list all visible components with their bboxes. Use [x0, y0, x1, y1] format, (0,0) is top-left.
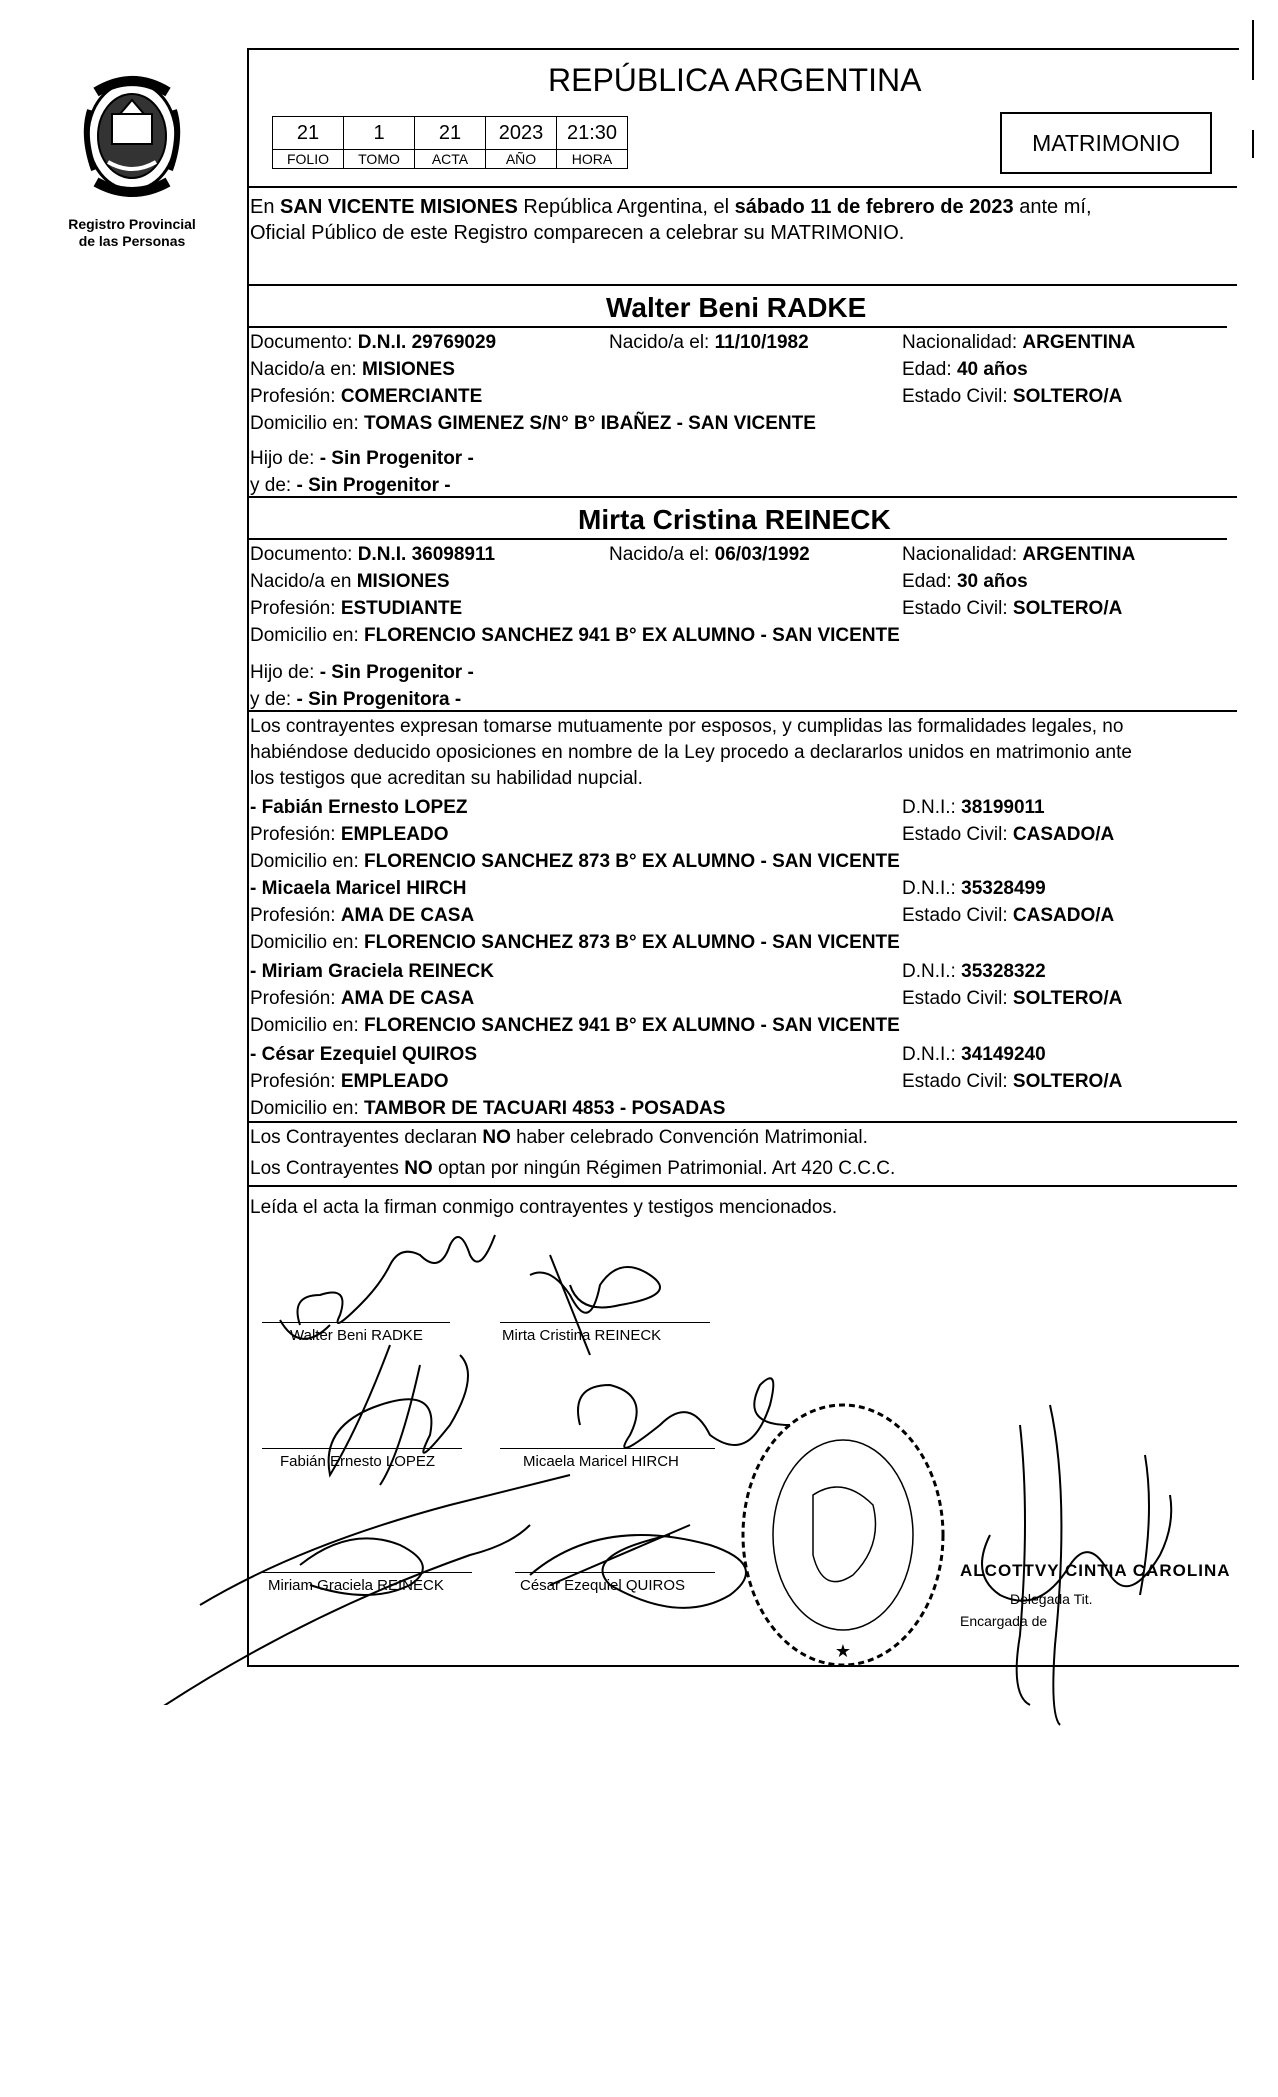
anio-value: 2023 — [486, 117, 557, 150]
witness-1-civil-status: CASADO/A — [1012, 824, 1115, 845]
logo-caption-line2: de las Personas — [78, 233, 186, 249]
divider — [247, 1121, 1237, 1123]
spouse2-address: FLORENCIO SANCHEZ 941 B° EX ALUMNO - SAN VICENTE — [364, 625, 900, 646]
witness-3-civil-status: SOLTERO/A — [1012, 988, 1123, 1009]
spouse1-doc: D.N.I. 29769029 — [357, 332, 497, 353]
witness-2-civil-status: CASADO/A — [1012, 905, 1115, 926]
witness-4-name: - César Ezequiel QUIROS — [250, 1044, 478, 1065]
tomo-label: TOMO — [344, 150, 415, 169]
spouse2-name: Mirta Cristina REINECK — [578, 504, 891, 535]
spouse2-profession: ESTUDIANTE — [340, 598, 463, 619]
signature-label-witness2: Micaela Maricel HIRCH — [523, 1453, 679, 1470]
spouse1-civil-status: SOLTERO/A — [1012, 386, 1123, 407]
hora-value: 21:30 — [557, 117, 628, 150]
witness-2-dni: 35328499 — [961, 878, 1046, 899]
witness-4-dni: 34149240 — [961, 1044, 1046, 1065]
officer-name: ALCOTTVY CINTIA CAROLINA — [960, 1561, 1231, 1580]
registry-logo — [62, 70, 202, 260]
spouse1-parent1: - Sin Progenitor - — [319, 448, 474, 469]
divider — [247, 326, 1227, 328]
witness-2-name: - Micaela Maricel HIRCH — [250, 878, 467, 899]
divider — [247, 284, 1237, 286]
signature-label-witness1: Fabián Ernesto LOPEZ — [280, 1453, 436, 1470]
spouse2-birthdate: 06/03/1992 — [714, 544, 810, 565]
tomo-value: 1 — [344, 117, 415, 150]
signature-label-spouse2: Mirta Cristina REINECK — [502, 1327, 662, 1344]
witness-2-address: FLORENCIO SANCHEZ 873 B° EX ALUMNO - SAN VICENTE — [364, 932, 900, 953]
spouse1-parent2: - Sin Progenitor - — [296, 475, 451, 496]
spouse2-age: 30 años — [956, 571, 1028, 592]
hora-label: HORA — [557, 150, 628, 169]
spouse1-name: Walter Beni RADKE — [606, 292, 867, 323]
folio-label: FOLIO — [273, 150, 344, 169]
divider — [247, 186, 1237, 188]
signature-label-witness3: Miriam Graciela REINECK — [268, 1577, 444, 1594]
officer-role: Encargada de — [960, 1613, 1048, 1629]
spouse2-parent1: - Sin Progenitor - — [319, 662, 474, 683]
signature-label-spouse1: Walter Beni RADKE — [290, 1327, 423, 1344]
spouse2-nationality: ARGENTINA — [1022, 544, 1136, 565]
anio-label: AÑO — [486, 150, 557, 169]
spouse2-birthplace: MISIONES — [356, 571, 450, 592]
spouse1-birthdate: 11/10/1982 — [714, 332, 809, 353]
record-meta-table — [272, 116, 628, 169]
signature-label-witness4: César Ezequiel QUIROS — [520, 1577, 686, 1594]
divider — [247, 710, 1237, 712]
witness-3-address: FLORENCIO SANCHEZ 941 B° EX ALUMNO - SAN VICENTE — [364, 1015, 900, 1036]
intro-line-1: En SAN VICENTE MISIONES República Argentina, el sábado 11 de febrero de 2023 ante mí, — [250, 196, 1092, 218]
divider — [247, 496, 1237, 498]
folio-value: 21 — [273, 117, 344, 150]
page-title: REPÚBLICA ARGENTINA — [548, 62, 922, 98]
officer-title: Delegada Tit. — [1010, 1591, 1093, 1607]
record-type-box: MATRIMONIO — [1000, 112, 1212, 174]
divider — [247, 538, 1227, 540]
witness-1-name: - Fabián Ernesto LOPEZ — [250, 797, 468, 818]
acta-value: 21 — [415, 117, 486, 150]
intro-line-2: Oficial Público de este Registro comparecen a celebrar su MATRIMONIO. — [250, 222, 905, 244]
witness-4-profession: EMPLEADO — [340, 1071, 449, 1092]
convention-statement: Los Contrayentes declaran NO haber celebrado Convención Matrimonial. — [250, 1127, 868, 1148]
witness-3-name: - Miriam Graciela REINECK — [250, 961, 494, 982]
witness-1-address: FLORENCIO SANCHEZ 873 B° EX ALUMNO - SAN VICENTE — [364, 851, 900, 872]
declaration-line-1: Los contrayentes expresan tomarse mutuamente por esposos, y cumplidas las formalidades legales, no — [250, 716, 1124, 737]
declaration-line-3: los testigos que acreditan su habilidad nupcial. — [250, 768, 643, 789]
regime-statement: Los Contrayentes NO optan por ningún Régimen Patrimonial. Art 420 C.C.C. — [250, 1158, 896, 1179]
declaration-line-2: habiéndose deducido oposiciones en nombre de la Ley procedo a declararlos unidos en matrimonio ante — [250, 742, 1132, 763]
spouse1-birthplace: MISIONES — [361, 359, 455, 380]
registry-stamp-icon — [733, 1395, 953, 1675]
witness-3-dni: 35328322 — [961, 961, 1046, 982]
svg-text:★: ★ — [834, 1641, 852, 1662]
witness-1-dni: 38199011 — [961, 797, 1045, 818]
logo-caption-line1: Registro Provincial — [68, 216, 196, 232]
spouse2-doc: D.N.I. 36098911 — [357, 544, 496, 565]
spouse1-address: TOMAS GIMENEZ S/N° B° IBAÑEZ - SAN VICENTE — [364, 413, 816, 434]
witness-4-civil-status: SOLTERO/A — [1012, 1071, 1123, 1092]
province-emblem-icon — [72, 70, 192, 210]
spouse1-nationality: ARGENTINA — [1022, 332, 1136, 353]
witness-2-profession: AMA DE CASA — [340, 905, 475, 926]
spouse1-profession: COMERCIANTE — [340, 386, 483, 407]
witness-1-profession: EMPLEADO — [340, 824, 449, 845]
witness-3-profession: AMA DE CASA — [340, 988, 475, 1009]
spouse2-parent2: - Sin Progenitora - — [296, 689, 462, 710]
spouse2-civil-status: SOLTERO/A — [1012, 598, 1123, 619]
spouse1-age: 40 años — [956, 359, 1028, 380]
divider — [247, 1185, 1237, 1187]
closing-statement: Leída el acta la firman conmigo contrayentes y testigos mencionados. — [250, 1197, 838, 1218]
witness-4-address: TAMBOR DE TACUARI 4853 - POSADAS — [364, 1098, 726, 1119]
acta-label: ACTA — [415, 150, 486, 169]
